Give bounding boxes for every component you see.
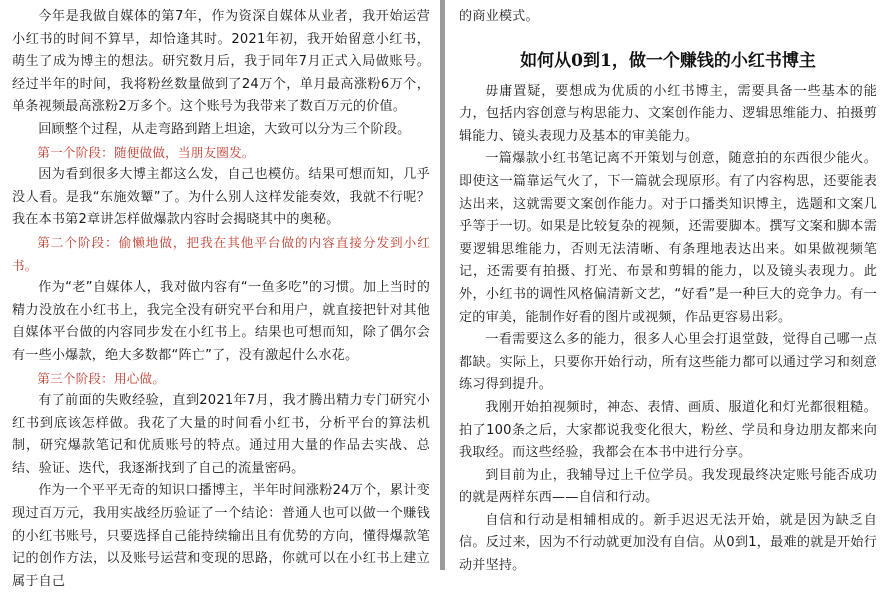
stage-heading: 第三个阶段：用心做。 (37, 370, 166, 386)
left-page (0, 0, 440, 589)
paragraph: 毋庸置疑，要想成为优质的小红书博主，需要具备一些基本的能力，包括内容创意与构思能力、文案创作能力、逻辑思维能力、拍摄剪辑能力、镜头表现力及基本的审美能力。 (459, 83, 877, 144)
paragraph: 因为看到很多大博主都这么发，自己也模仿。结果可想而知，几乎没人看。是我“东施效颦”了。为什么别人这样发能奏效，我就不行呢？我在本书第2章讲怎样做爆款内容时会揭晓其中的奥秘。 (12, 167, 430, 228)
paragraph: 我刚开始拍视频时，神态、表情、画质、服道化和灯光都很粗糙。拍了100条之后，大家都说我变化很大，粉丝、学员和身边朋友都来向我取经。而这些经验，我都会在本书中进行分享。 (459, 399, 877, 461)
paragraph: 一看需要这么多的能力，很多人心里会打退堂鼓，觉得自己哪一点都缺。实际上，只要你开始行动，所有这些能力都可以通过学习和刻意练习得到提升。 (459, 332, 877, 393)
paragraph: 作为一个平平无奇的知识口播博主，半年时间涨粉24万个，累计变现过百万元，我用实战经历验证了一个结论：普通人也可以做一个赚钱的小红书账号，只要选择自己能持续输出且有优势的方向，懂得爆款笔记的创作方法，以及账号运营和变现的思路，你就可以在小红书上建立属于自己 (12, 483, 430, 589)
paragraph: 作为“老”自媒体人，我对做内容有“一鱼多吃”的习惯。加上当时的精力没放在小红书上，我完全没有研究平台和用户，就直接把针对其他自媒体平台做的内容同步发在小红书上。结果也可想而知，除了偶尔会有一些小爆款，绝大多数都“阵亡”了，没有激起什么水花。 (12, 280, 430, 363)
section-title: 如何从0到1，做一个赚钱的小红书博主 (520, 50, 816, 71)
paragraph: 自信和行动是相辅相成的。新手迟迟无法开始，就是因为缺乏自信。反过来，因为不行动就更加没有自信。从0到1，最难的就是开始行动并坚持。 (459, 512, 877, 574)
paragraph: 回顾整个过程，从走弯路到踏上坦途，大致可以分为三个阶段。 (38, 121, 411, 137)
paragraph: 今年是我做自媒体的第7年，作为资深自媒体从业者，我开始运营小红书的时间不算早，却恰逢其时。2021年初，我开始留意小红书，萌生了成为博主的想法。研究数月后，我于同年7月正式入局做账号。经过半年的时间，我将粉丝数量做到了24万个，单月最高涨粉6万个，单条视频最高涨粉2万多个。这个账号为我带来了数百万元的价值。 (12, 9, 430, 115)
right-page (445, 0, 887, 574)
paragraph: 有了前面的失败经验，直到2021年7月，我才腾出精力专门研究小红书到底该怎样做。我花了大量的时间看小红书，分析平台的算法机制，研究爆款笔记和优质账号的特点。通过用大量的作品去实战、总结、验证、迭代，我逐渐找到了自己的流量密码。 (12, 393, 430, 476)
stage-heading: 第二个阶段：偷懒地做，把我在其他平台做的内容直接分发到小红书。 (12, 234, 430, 273)
paragraph: 到目前为止，我辅导过上千位学员。我发现最终决定账号能否成功的就是两样东西——自信和行动。 (459, 467, 877, 506)
continued-text: 的商业模式。 (459, 9, 539, 24)
paragraph: 一篇爆款小红书笔记离不开策划与创意，随意拍的东西很少能火。即使这一篇靠运气火了，下一篇就会现原形。有了内容构思，还要能表达出来，这就需要文案创作能力。对于口播类知识博主，选题和文案几乎等于一切。如果是比较复杂的视频，还需要脚本。撰写文案和脚本需要逻辑思维能力，否则无法清晰、有条理地表达出来。如果做视频笔记，还需要有拍摄、打光、布景和剪辑的能力，以及镜头表现力。此外，小红书的调性风格偏清新文艺，“好看”是一种巨大的竞争力。有一定的审美，能制作好看的图片或视频，作品更容易出彩。 (459, 151, 877, 325)
stage-heading: 第一个阶段：随便做做，当朋友圈发。 (37, 144, 255, 160)
